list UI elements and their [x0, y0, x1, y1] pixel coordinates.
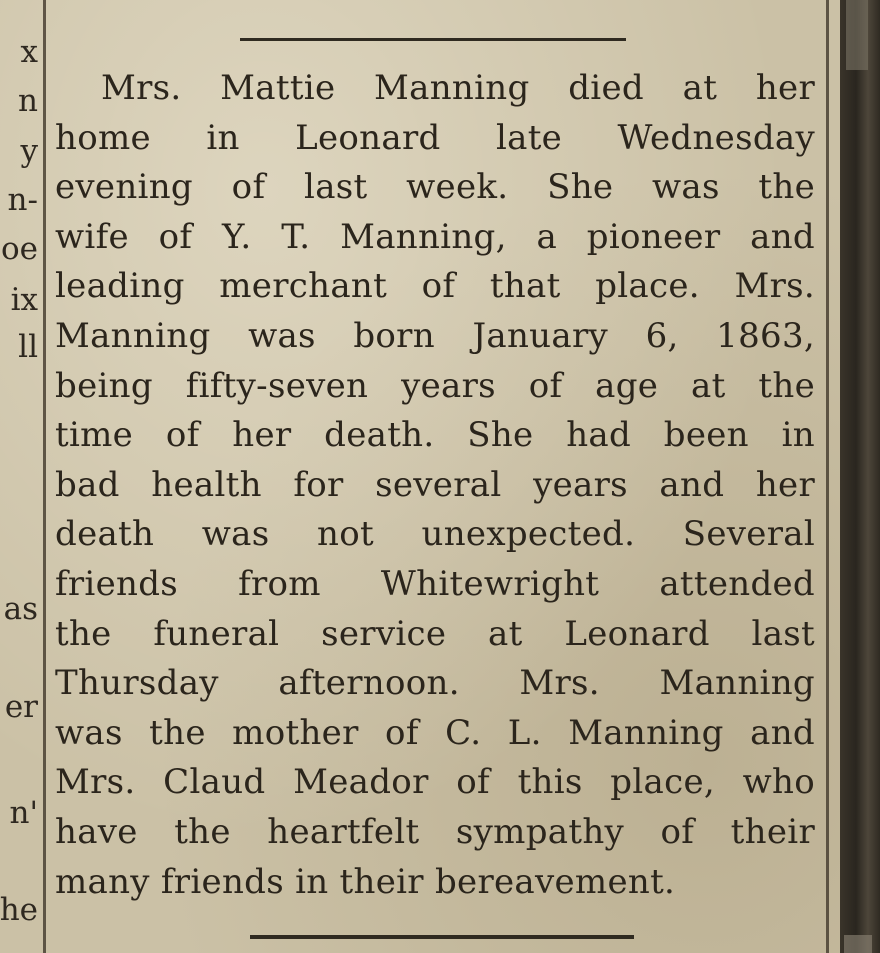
left-fragment-text: x — [20, 34, 38, 70]
page-edge-strip — [840, 0, 880, 953]
article-divider-bottom — [250, 935, 634, 939]
article-line: many friends in their bereavement. — [55, 861, 676, 902]
article-line: time of her death. She had been in — [55, 415, 815, 456]
obituary-article — [55, 64, 815, 907]
left-fragment-text: n — [18, 83, 38, 119]
article-line: being fifty-seven years of age at the — [55, 365, 815, 406]
left-fragment-text: y — [20, 133, 38, 169]
article-line: home in Leonard late Wednesday — [55, 117, 815, 158]
left-fragment-text: ix — [10, 282, 38, 318]
article-line: evening of last week. She was the — [55, 167, 815, 208]
article-line: have the heartfelt sympathy of their — [55, 811, 815, 852]
left-fragment-text: n- — [7, 182, 38, 218]
left-fragment-text: ll — [18, 329, 38, 365]
article-divider-top — [240, 38, 626, 41]
left-fragment-text: er — [4, 689, 38, 725]
left-fragment-text: as — [3, 591, 38, 627]
article-line: Manning was born January 6, 1863, — [55, 315, 815, 356]
article-line: Mrs. Mattie Manning died at her — [101, 68, 815, 108]
article-line: the funeral service at Leonard last — [55, 613, 815, 654]
article-line: death was not unexpected. Several — [55, 514, 815, 555]
article-line: bad health for several years and her — [55, 464, 815, 505]
column-rule-right — [826, 0, 829, 953]
column-rule-left — [43, 0, 46, 953]
left-fragment-text: he — [0, 892, 38, 928]
article-line: wife of Y. T. Manning, a pioneer and — [55, 216, 815, 257]
left-column-fragment — [0, 0, 40, 953]
left-fragment-text: n' — [9, 795, 38, 831]
left-fragment-text: oe — [0, 231, 38, 267]
article-line: leading merchant of that place. Mrs. — [55, 266, 815, 307]
article-line: friends from Whitewright attended — [55, 563, 815, 604]
article-line: Mrs. Claud Meador of this place, who — [55, 762, 815, 803]
article-line: was the mother of C. L. Manning and — [55, 712, 815, 753]
article-line: Thursday afternoon. Mrs. Manning — [55, 663, 815, 704]
